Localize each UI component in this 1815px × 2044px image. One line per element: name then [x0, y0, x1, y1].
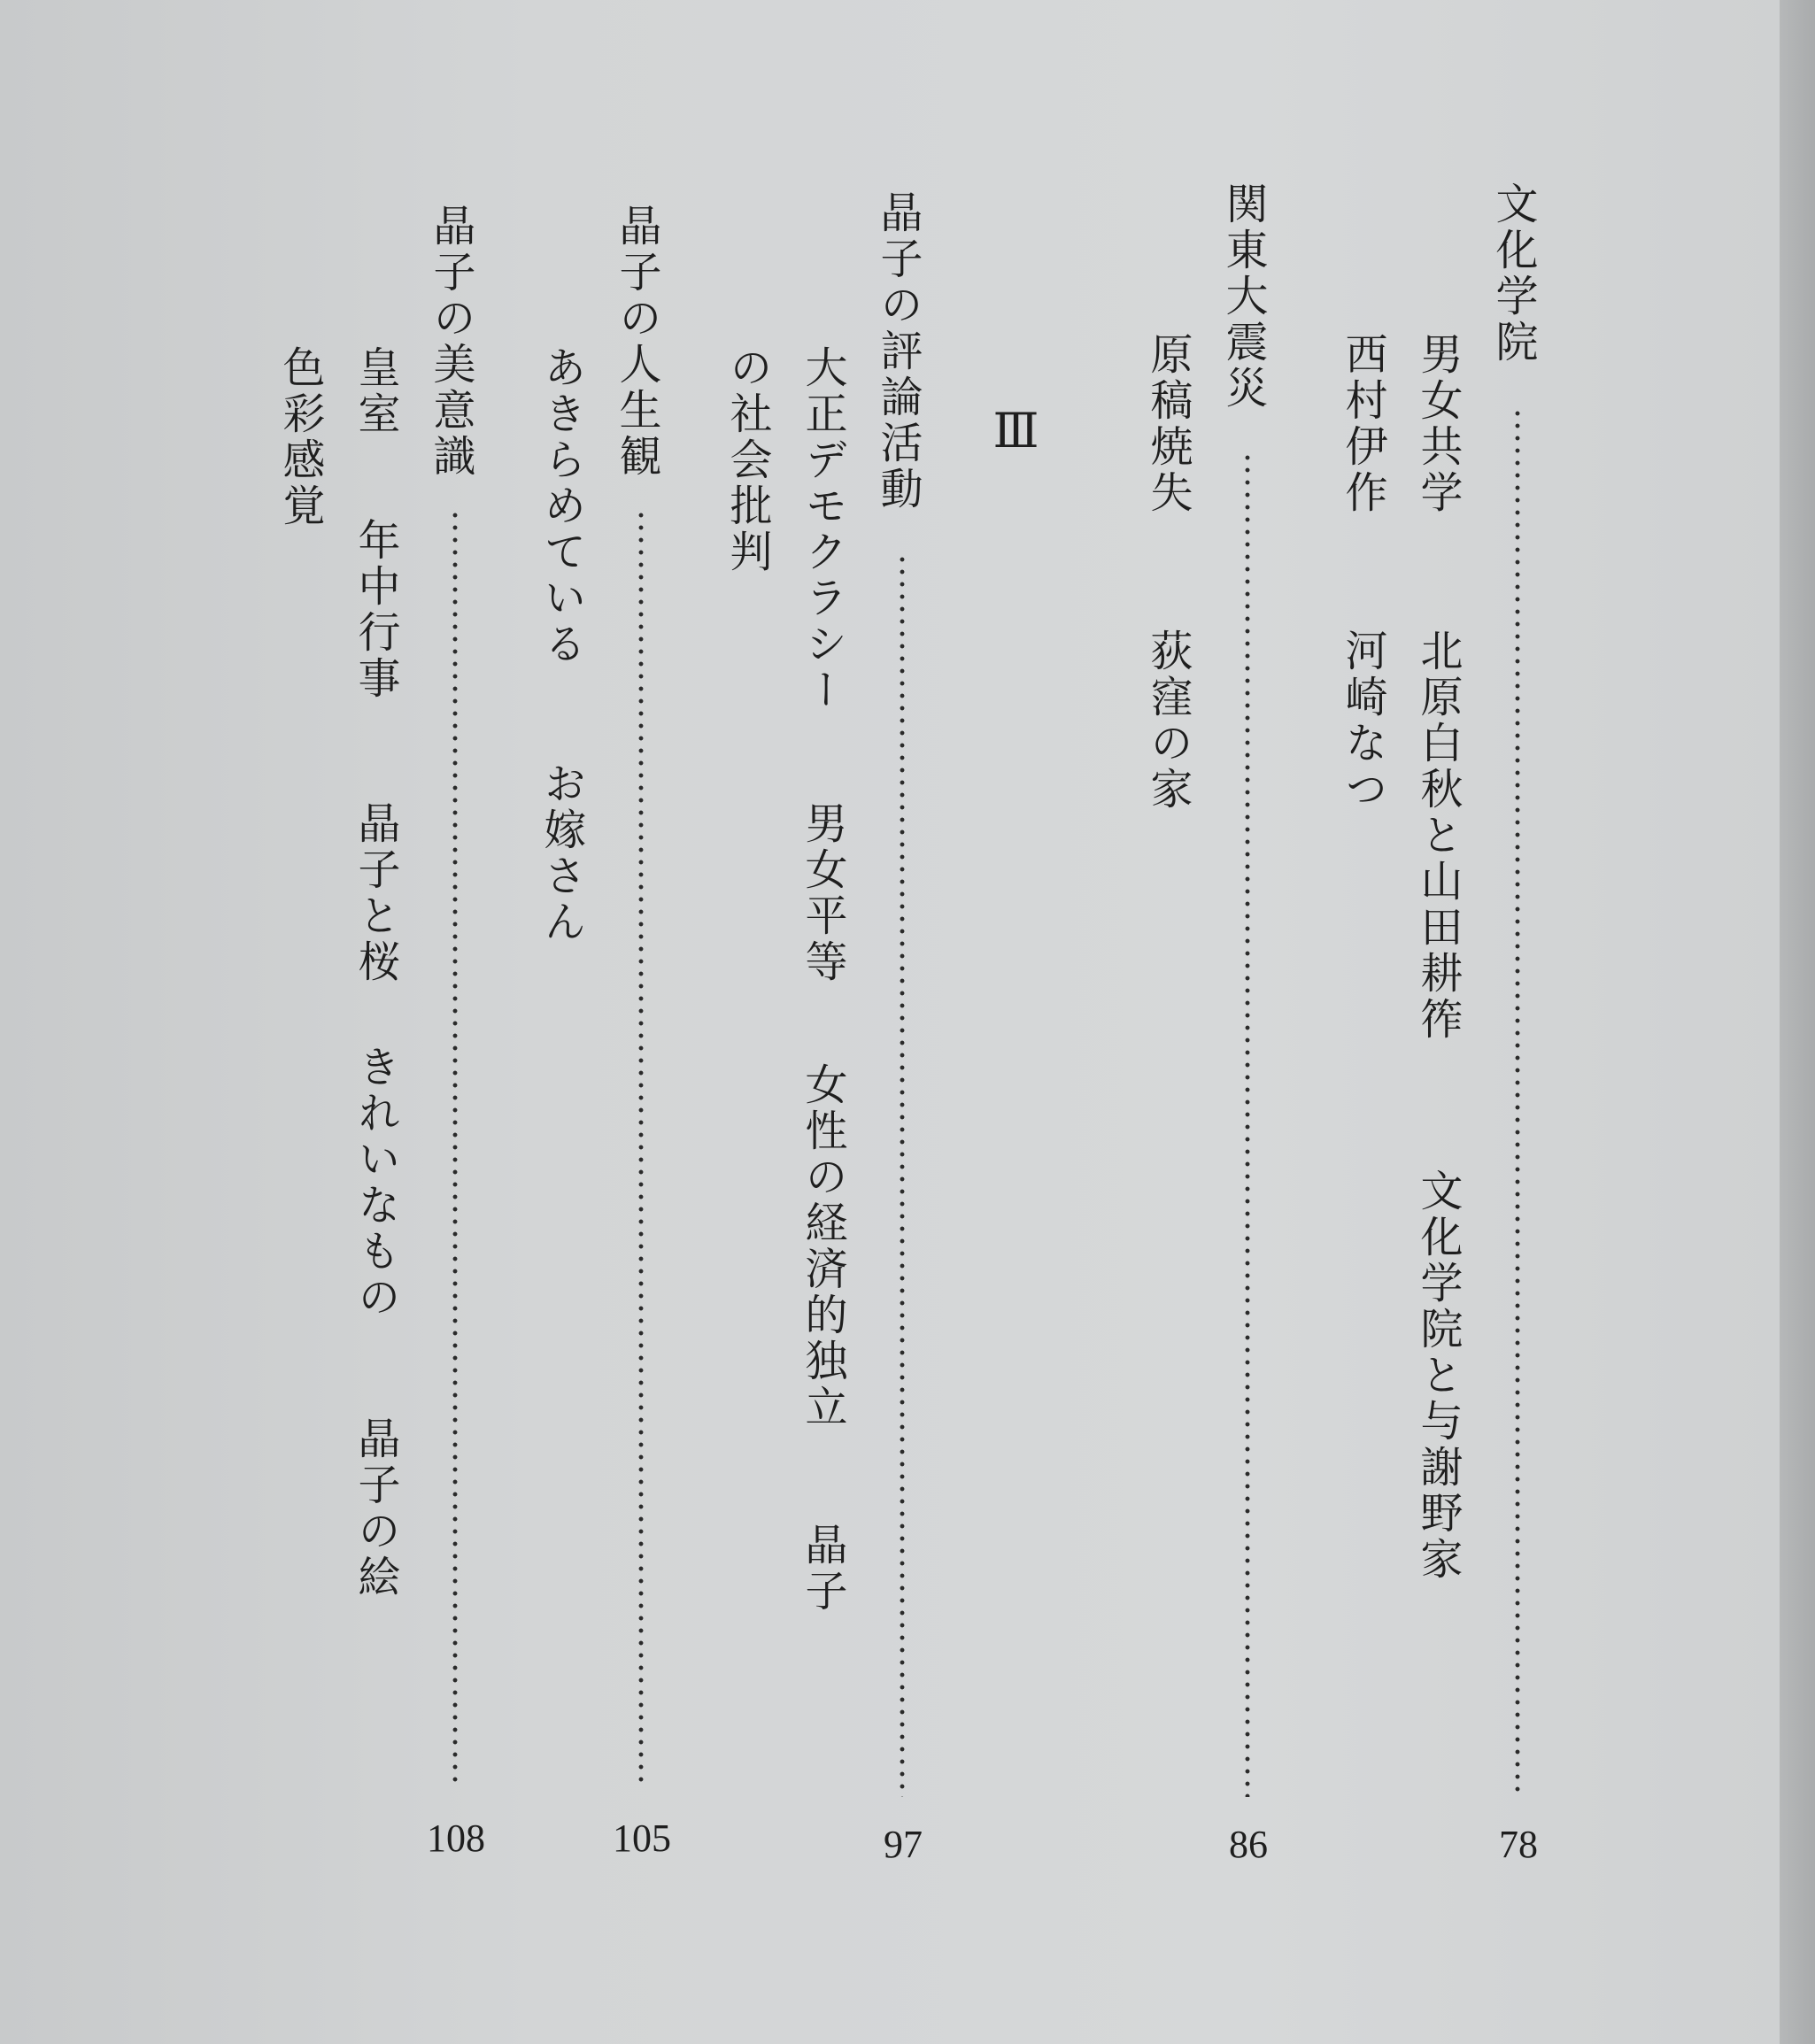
toc-leader-dots	[452, 509, 458, 1788]
toc-entry-title: 晶子の美意識	[426, 204, 475, 480]
toc-subentry: お嫁さん	[537, 761, 586, 945]
toc-page-number: 105	[613, 1816, 671, 1860]
toc-subentry: 北原白秋と山田耕筰	[1413, 629, 1463, 1043]
toc-subentry: 女性の経済的独立	[798, 1062, 847, 1431]
toc-subentries-line-2	[275, 0, 332, 2044]
page-edge	[1780, 0, 1815, 2044]
toc-entry-biishiki	[426, 0, 485, 2044]
toc-subentry: 男女共学	[1413, 332, 1463, 516]
toc-page-number: 86	[1229, 1823, 1268, 1866]
toc-page-number: 78	[1499, 1823, 1538, 1866]
toc-subentry: 色彩感覚	[275, 345, 325, 529]
part-marker-label: Ⅲ	[988, 403, 1044, 462]
toc-entry-kanto-daishinsai	[1218, 0, 1275, 2044]
toc-subentries-line-2	[722, 0, 779, 2044]
toc-subentries-line-1	[1413, 0, 1470, 2044]
toc-subentries-line-1	[798, 0, 854, 2044]
toc-subentries-line-1	[351, 0, 407, 2044]
toc-subentry: 年中行事	[351, 518, 400, 702]
toc-leader-dots	[1245, 451, 1250, 1797]
toc-subentries-line-1	[537, 0, 593, 2044]
toc-entry-title: 晶子の人生観	[612, 204, 661, 480]
toc-subentry: 荻窪の家	[1143, 629, 1193, 813]
toc-subentry: 晶子と桜	[351, 801, 400, 985]
toc-subentries-line-1	[1143, 0, 1200, 2044]
toc-subentry: あきらめている	[537, 345, 586, 667]
toc-entry-bunka-gakuin	[1488, 0, 1545, 2044]
toc-entry-hyoron-katsudo	[873, 0, 930, 2044]
toc-subentry: 晶子	[798, 1523, 847, 1615]
toc-entry-title: 晶子の評論活動	[873, 190, 923, 513]
toc-subentries-line-2	[1338, 0, 1394, 2044]
toc-subentry: 河崎なつ	[1338, 629, 1387, 813]
toc-page-number: 108	[427, 1816, 485, 1860]
toc-subentry: 原稿焼失	[1143, 332, 1193, 516]
toc-subentry: 晶子の絵	[351, 1416, 400, 1600]
toc-leader-dots	[900, 553, 905, 1797]
toc-subentry: 西村伊作	[1338, 332, 1387, 516]
toc-subentry: 大正デモクラシー	[798, 345, 847, 713]
toc-page-number: 97	[884, 1823, 923, 1866]
toc-subentry: の社会批判	[722, 345, 772, 575]
toc-subentry: 文化学院と与謝野家	[1413, 1169, 1463, 1583]
part-marker	[988, 0, 1045, 2044]
toc-subentry: 皇室	[351, 345, 400, 437]
toc-subentry: 男女平等	[798, 801, 847, 985]
toc-entry-jinseikan	[612, 0, 671, 2044]
toc-entry-title: 関東大震災	[1218, 181, 1268, 412]
toc-subentry: きれいなもの	[351, 1045, 400, 1321]
toc-leader-dots	[1515, 407, 1520, 1797]
toc-leader-dots	[638, 509, 644, 1788]
toc-entry-title: 文化学院	[1488, 181, 1538, 366]
